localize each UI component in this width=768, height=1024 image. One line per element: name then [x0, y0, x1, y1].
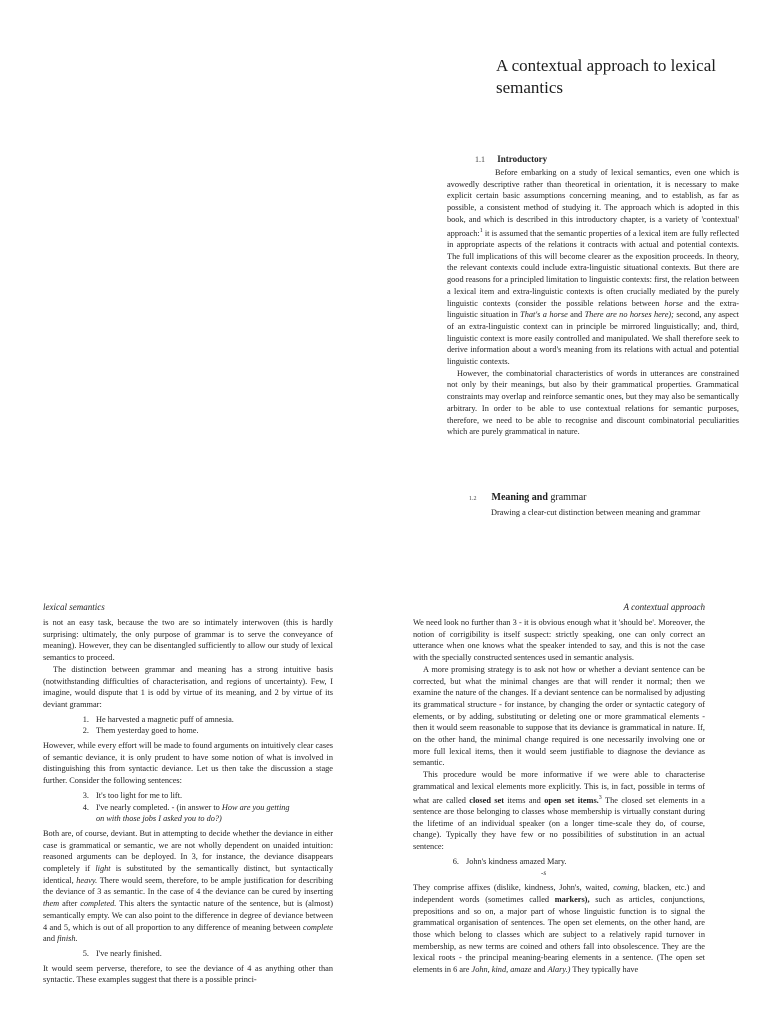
- section-heading: [447, 492, 739, 505]
- section-heading: [447, 153, 739, 166]
- section-number: 1.2: [469, 496, 477, 502]
- paragraph: They comprise affixes (dislike, kindness, John's, waited, coming, blacken, etc.) and independent words (sometimes called markers), such as articles, conjunctions, prepositions and so on, a major part of whose linguistic function is to signal the grammatical organisation of sentences. The open set elements, on the other hand, are those which belong to classes which are subject to a relatively rapid turnover in membership, as new terms are coined and others fall into obsolescence. They are the lexical roots - the principal meaning-bearing elements in a sentence. (The open set elements in 6 are John, kind, amaze and Alary.) They typically have: [413, 883, 705, 975]
- section-title: Meaning and grammar: [491, 492, 587, 503]
- section-number: 1.1: [475, 155, 485, 164]
- paragraph: A more promising strategy is to ask not how or whether a deviant sentence can be corrected, but what the minimal changes are that will render it normal; then we examine the nature of the changes. If a deviant sentence can be normalised by adjusting its grammatical structure - for instance, by changing the order or syntactic category of elements, or by adding, substituting or deleting one or more grammatical elements - then it would seem reasonable to suppose that its deviance is grammatical in nature. If, on the other hand, the minimal change required is one necessarily involving one or more full lexical items, then it would seem justifiable to diagnose the deviance as semantic.: [413, 664, 705, 768]
- example-1: 1. He harvested a magnetic puff of amnesia.: [82, 714, 234, 724]
- paragraph: Both are, of course, deviant. But in attempting to decide whether the deviance in either case is grammatical or semantic, we are not wholly dependent on unaided intuition: reasoned arguments can be deployed. In 3, for instance, the deviance disappears completely if light is substituted by the semantically distinct, but syntactically identical, heavy. There would seem, therefore, to be ample justification for describing the deviance of 3 as semantic. In the case of 4 the deviance can be cured by inserting them after completed. This alters the syntactic nature of the sentence, but is (almost) semantically empty. We can also point to the difference in degree of deviance between 4 and 5, which is out of all proportion to any difference of meaning between complete and finish.: [43, 828, 333, 944]
- example-4: 4. I've nearly completed. - (in answer to How are you getting: [82, 802, 290, 812]
- right-page: [413, 602, 705, 976]
- chapter-title: A contextual approach to lexical semantics: [496, 56, 716, 97]
- paragraph: The distinction between grammar and meaning has a strong intuitive basis (notwithstanding difficulties of characterisation, and regions of uncertainty). Few, I imagine, would dispute that 1 is odd by virtue of its meaning, and 2 by virtue of its deviant grammar:: [43, 664, 333, 709]
- example-3: 3. It's too light for me to lift.: [82, 790, 183, 800]
- paragraph: However, the combinatorial characteristics of words in utterances are constrained not only by their meanings, but also by their grammatical properties. Grammatical constraints may overlap and reinforce semantic ones, but they may also be semantically arbitrary. In order to be able to use contextual relations for semantic purposes, therefore, we need to be able to recognise and discount combinatorial peculiarities which are purely grammatical in nature.: [447, 368, 739, 437]
- paragraph: Drawing a clear-cut distinction between meaning and grammar: [491, 508, 701, 517]
- running-head: A contextual approach: [623, 602, 705, 612]
- section-1-1: [447, 153, 739, 438]
- section-title: Introductory: [497, 154, 548, 164]
- example-6-marker: -s: [541, 868, 547, 877]
- paragraph: However, while every effort will be made to found arguments on intuitively clear cases of semantic deviance, it is only prudent to have some notion of what is involved in distinguishing this from syntactic deviance. Let us then take the discussion a stage further. Consider the following sentences:: [43, 741, 333, 786]
- paragraph: Before embarking on a study of lexical semantics, even one which is avowedly descriptive rather than theoretical in orientation, it is necessary to make explicit certain basic assumptions concerning meaning, and to establish, as far as possible, a consistent method of studying it. The approach which is adopted in this book, and which is described in this introductory chapter, is a variety of 'contextual' approach:$^1$ it is assumed that the semantic properties of a lexical item are fully reflected in appropriate aspects of the relations it contracts with actual and potential contexts. The full implications of this will become clearer as the exposition proceeds. In theory, the relevant contexts could include extra-linguistic situational contexts. But there are good reasons for a principled limitation to linguistic contexts: first, the relation between a lexical item and extra-linguistic contexts is often crucially mediated by the purely linguistic contexts (consider the possible relations between horse and the extra-linguistic situation in That's a horse and There are no horses here); second, any aspect of an extra-linguistic context can in principle be mirrored linguistically; and, third, linguistic context is more easily controlled and manipulated. We shall therefore seek to derive information about a word's meaning from its relations with actual and potential linguistic contexts.: [447, 168, 740, 367]
- section-1-2: [447, 492, 739, 519]
- example-6: 6. John's kindness amazed Mary.: [452, 856, 567, 866]
- example-2: 2. Them yesterday goed to home.: [82, 726, 199, 736]
- paragraph: is not an easy task, because the two are so intimately interwoven (this is hardly surprising: ultimately, the only purpose of grammar is to serve the conveyance of meaning). However, they can be disentangled sufficiently to allow our study of lexical semantics to proceed.: [43, 618, 333, 663]
- paragraph: It would seem perverse, therefore, to see the deviance of 4 as anything other than syntactic. These examples suggest that there is a possible princi-: [43, 963, 333, 985]
- running-head: lexical semantics: [43, 602, 105, 612]
- paragraph: This procedure would be more informative if we were able to characterise grammatical and lexical elements more explicitly. This is, in fact, possible in terms of what are called closed set items and open set items.$^3$ The closed set elements in a sentence are those belonging to classes whose membership is virtually constant during the lifetime of an individual speaker (on a longer time-scale they do, of course, change). Typically they have few or no possibilities of substitution in an actual sentence:: [413, 770, 705, 852]
- left-page: [43, 602, 333, 986]
- example-5: 5. I've nearly finished.: [82, 948, 162, 958]
- example-4-continuation: on with those jobs I asked you to do?): [96, 814, 222, 824]
- paragraph: We need look no further than 3 - it is obvious enough what it 'should be'. Moreover, the notion of corrigibility is itself suspect: strictly speaking, one can only correct an utterance when one knows what the speaker intended to say, and this is not the case with the specially constructed sentences used in semantic analysis.: [413, 618, 705, 663]
